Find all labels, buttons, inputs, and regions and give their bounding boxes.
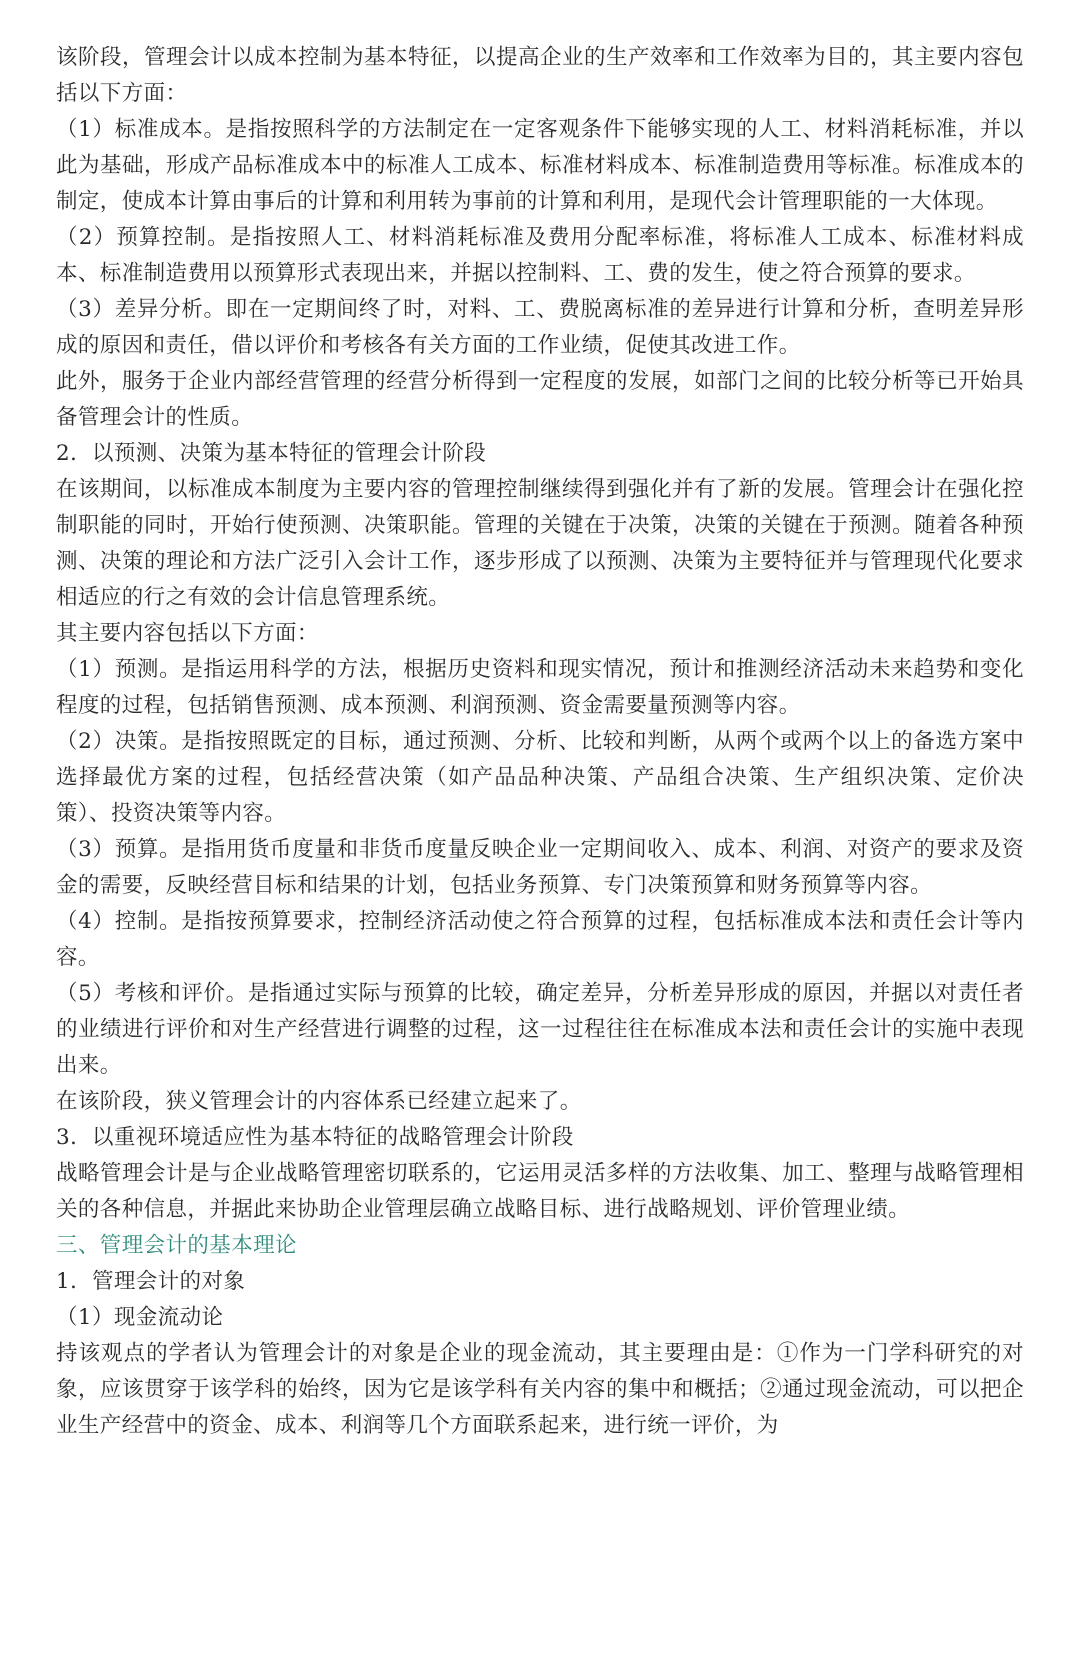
paragraph-budget: （3）预算。是指用货币度量和非货币度量反映企业一定期间收入、成本、利润、对资产的要求及资金的需要，反映经营目标和结果的计划，包括业务预算、专门决策预算和财务预算等内容。 (56, 837, 1024, 898)
paragraph-intro: 该阶段，管理会计以成本控制为基本特征，以提高企业的生产效率和工作效率为目的，其主要内容包括以下方面： (56, 45, 1024, 106)
paragraph-main-content: 其主要内容包括以下方面： (56, 621, 319, 646)
subheading-object: 1．管理会计的对象 (56, 1269, 246, 1294)
paragraph-strategic: 战略管理会计是与企业战略管理密切联系的，它运用灵活多样的方法收集、加工、整理与战略管理相关的各种信息，并据此来协助企业管理层确立战略目标、进行战略规划、评价管理业绩。 (56, 1161, 1024, 1222)
paragraph-decision: （2）决策。是指按照既定的目标，通过预测、分析、比较和判断，从两个或两个以上的备选方案中选择最优方案的过程，包括经营决策（如产品品种决策、产品组合决策、生产组织决策、定价决策）、投资决策等内容。 (56, 729, 1024, 826)
paragraph-cash-flow: 持该观点的学者认为管理会计的对象是企业的现金流动，其主要理由是：①作为一门学科研究的对象，应该贯穿于该学科的始终，因为它是该学科有关内容的集中和概括；②通过现金流动，可以把企业生产经营中的资金、成本、利润等几个方面联系起来，进行统一评价，为 (56, 1341, 1024, 1438)
paragraph-forecast: （1）预测。是指运用科学的方法，根据历史资料和现实情况，预计和推测经济活动未来趋势和变化程度的过程，包括销售预测、成本预测、利润预测、资金需要量预测等内容。 (56, 657, 1024, 718)
paragraph-assessment: （5）考核和评价。是指通过实际与预算的比较，确定差异，分析差异形成的原因，并据以对责任者的业绩进行评价和对生产经营进行调整的过程，这一过程往往在标准成本法和责任会计的实施中表现出来。 (56, 981, 1024, 1078)
paragraph-additionally: 此外，服务于企业内部经营管理的经营分析得到一定程度的发展，如部门之间的比较分析等已开始具备管理会计的性质。 (56, 369, 1024, 430)
paragraph-narrow-system: 在该阶段，狭义管理会计的内容体系已经建立起来了。 (56, 1089, 582, 1114)
subheading-cash-flow-theory: （1）现金流动论 (56, 1305, 224, 1330)
paragraph-standard-cost: （1）标准成本。是指按照科学的方法制定在一定客观条件下能够实现的人工、材料消耗标准，并以此为基础，形成产品标准成本中的标准人工成本、标准材料成本、标准制造费用等标准。标准成本的制定，使成本计算由事后的计算和利用转为事前的计算和利用，是现代会计管理职能的一大体现。 (56, 117, 1024, 214)
paragraph-variance-analysis: （3）差异分析。即在一定期间终了时，对料、工、费脱离标准的差异进行计算和分析，查明差异形成的原因和责任，借以评价和考核各有关方面的工作业绩，促使其改进工作。 (56, 297, 1024, 358)
chapter-heading-basic-theory: 三、管理会计的基本理论 (56, 1233, 297, 1258)
paragraph-control: （4）控制。是指按预算要求，控制经济活动使之符合预算的过程，包括标准成本法和责任会计等内容。 (56, 909, 1024, 970)
paragraph-period-2: 在该期间，以标准成本制度为主要内容的管理控制继续得到强化并有了新的发展。管理会计在强化控制职能的同时，开始行使预测、决策职能。管理的关键在于决策，决策的关键在于预测。随着各种预测、决策的理论和方法广泛引入会计工作，逐步形成了以预测、决策为主要特征并与管理现代化要求相适应的行之有效的会计信息管理系统。 (56, 477, 1024, 610)
paragraph-budget-control: （2）预算控制。是指按照人工、材料消耗标准及费用分配率标准，将标准人工成本、标准材料成本、标准制造费用以预算形式表现出来，并据以控制料、工、费的发生，使之符合预算的要求。 (56, 225, 1024, 286)
section-heading-3: 3．以重视环境适应性为基本特征的战略管理会计阶段 (56, 1125, 574, 1150)
section-heading-2: 2．以预测、决策为基本特征的管理会计阶段 (56, 441, 487, 466)
